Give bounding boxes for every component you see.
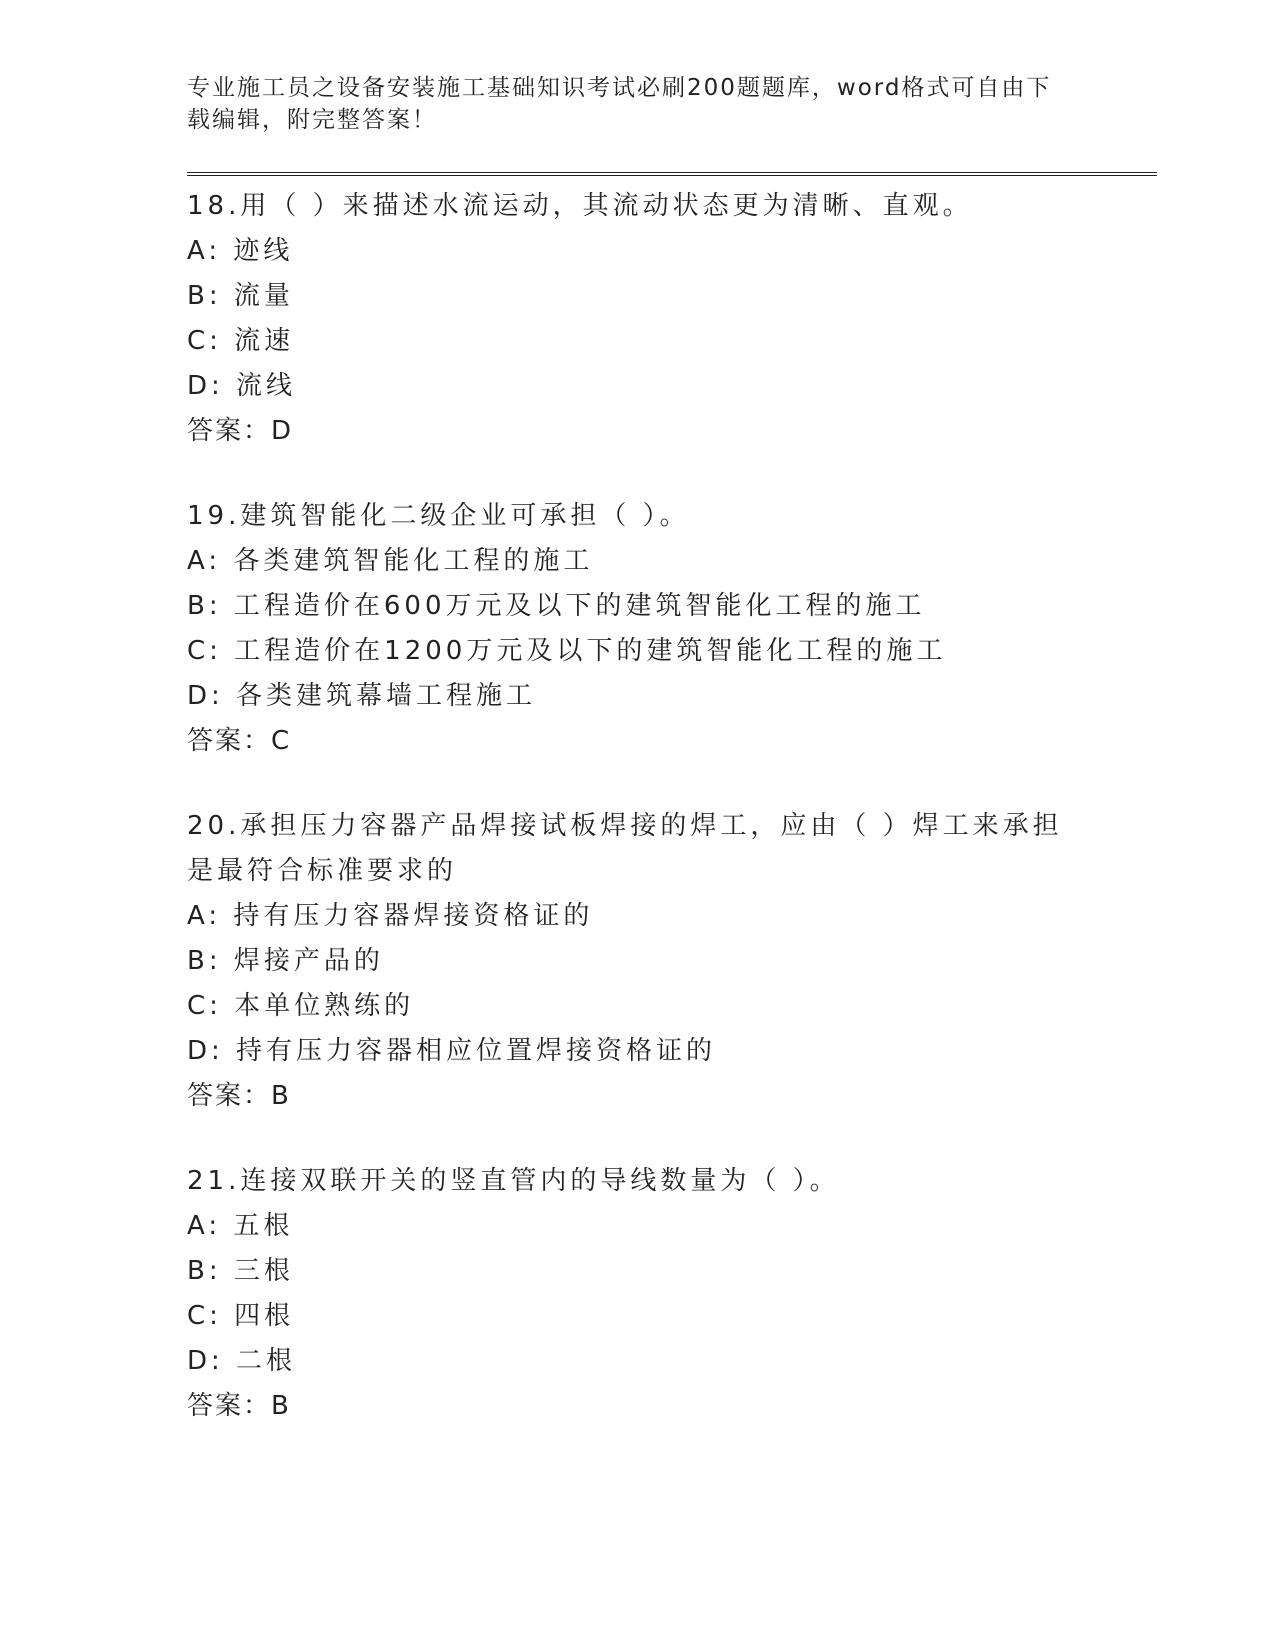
option-c: C: 工程造价在1200万元及以下的建筑智能化工程的施工 bbox=[187, 636, 947, 666]
answer-line: 答案：D bbox=[187, 416, 294, 446]
option-d: D: 二根 bbox=[187, 1346, 297, 1376]
answer-line: 答案：B bbox=[187, 1081, 291, 1111]
option-c: C: 本单位熟练的 bbox=[187, 991, 415, 1021]
option-a: A: 持有压力容器焊接资格证的 bbox=[187, 901, 594, 931]
answer-line: 答案：C bbox=[187, 726, 292, 756]
question-20 bbox=[187, 804, 1157, 1119]
question-19 bbox=[187, 494, 1157, 764]
option-b: B: 流量 bbox=[187, 281, 294, 311]
question-21 bbox=[187, 1159, 1157, 1429]
option-a: A: 各类建筑智能化工程的施工 bbox=[187, 546, 594, 576]
document-page bbox=[187, 72, 1157, 1429]
question-18 bbox=[187, 184, 1157, 454]
option-a: A: 五根 bbox=[187, 1211, 294, 1241]
option-d: D: 各类建筑幕墙工程施工 bbox=[187, 681, 537, 711]
option-b: B: 工程造价在600万元及以下的建筑智能化工程的施工 bbox=[187, 591, 926, 621]
option-c: C: 四根 bbox=[187, 1301, 295, 1331]
question-stem: 19.建筑智能化二级企业可承担（ ）。 bbox=[187, 501, 690, 531]
document-header-title: 专业施工员之设备安装施工基础知识考试必刷200题题库，word格式可自由下载编辑，附完整答案！ bbox=[187, 75, 1052, 133]
option-c: C: 流速 bbox=[187, 326, 295, 356]
option-d: D: 流线 bbox=[187, 371, 297, 401]
option-b: B: 三根 bbox=[187, 1256, 294, 1286]
question-stem: 18.用（ ）来描述水流运动，其流动状态更为清晰、直观。 bbox=[187, 191, 973, 221]
header-double-rule bbox=[187, 172, 1157, 176]
option-a: A: 迹线 bbox=[187, 236, 294, 266]
question-stem: 21.连接双联开关的竖直管内的导线数量为（ ）。 bbox=[187, 1166, 840, 1196]
option-d: D: 持有压力容器相应位置焊接资格证的 bbox=[187, 1036, 717, 1066]
question-stem: 20.承担压力容器产品焊接试板焊接的焊工，应由（ ）焊工来承担是最符合标准要求的 bbox=[187, 811, 1063, 886]
answer-line: 答案：B bbox=[187, 1391, 291, 1421]
option-b: B: 焊接产品的 bbox=[187, 946, 384, 976]
